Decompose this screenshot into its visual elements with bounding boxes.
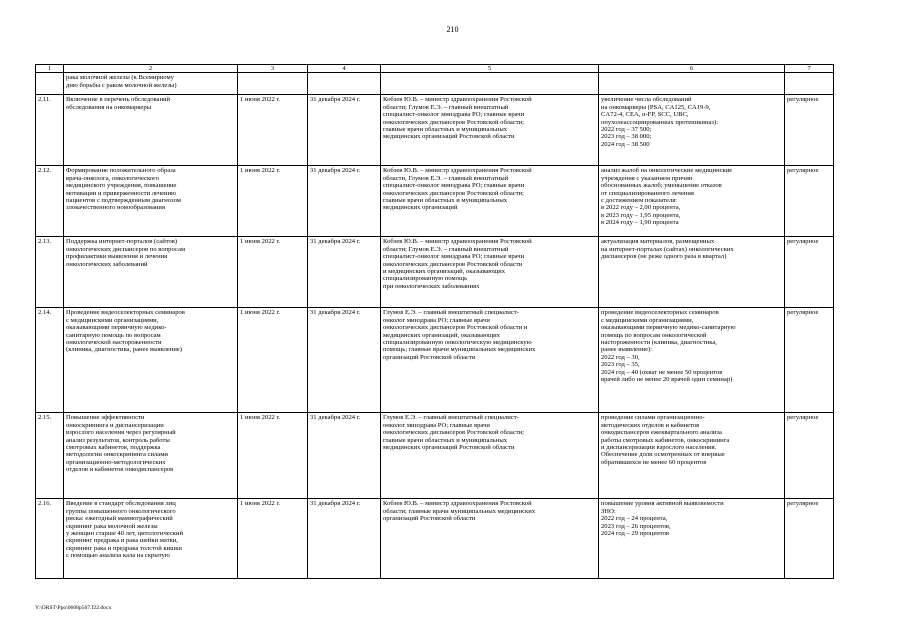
header-cell: 2 <box>64 65 238 73</box>
start-date: 1 июня 2022 г. <box>238 95 308 166</box>
responsible-persons-line: медицинских организаций Ростовской области <box>383 133 515 141</box>
responsible-persons <box>381 308 599 413</box>
responsible-persons <box>381 413 599 499</box>
expected-result-line: онкодиспансеров ежеквартального анализа <box>601 429 722 437</box>
task-description <box>64 237 238 308</box>
responsible-persons-line: онколог минздрава РО; главные врачи <box>383 316 490 324</box>
responsible-persons-line: специалист-онколог минздрава РО; главные врачи <box>383 182 525 190</box>
expected-result-line: оказывающими первичную медико-санитарную <box>601 324 736 332</box>
responsible-persons-line: области; Глумов Е.Э. – главный внештатный <box>383 245 509 253</box>
responsible-persons-line: медицинских организаций, оказывающих <box>383 331 500 339</box>
responsible-persons-line: специалист-онколог минздрава РО; главные врачи <box>383 111 525 119</box>
task-description <box>64 308 238 413</box>
periodicity <box>785 73 834 95</box>
end-date: 31 декабря 2024 г. <box>308 166 381 237</box>
task-description-line: смотровых кабинетов, поддержка <box>66 444 161 452</box>
header-cell: 4 <box>308 65 381 73</box>
expected-result-line: учреждения с указанием причин <box>601 174 693 182</box>
responsible-persons-line: главные врачи областных и муниципальных <box>383 436 508 444</box>
task-description <box>64 413 238 499</box>
task-description-line: Включение в перечень обследований <box>66 96 171 104</box>
responsible-persons-line: области; Глумов Е.Э. – главный внештатный <box>383 103 509 111</box>
responsible-persons-line: специалист-онколог минздрава РО; главные врачи <box>383 253 525 261</box>
expected-result-line: 2024 год – 40 (охват не менее 50 процентов <box>601 368 723 376</box>
task-description-line: злокачественного новообразования <box>66 204 165 212</box>
action-plan-table <box>35 64 834 579</box>
task-description-line: онкологической настороженности <box>66 339 162 347</box>
task-description-line: группы повышенного онкологического <box>66 507 176 515</box>
expected-result-line: врачей либо не менее 20 врачей один семинар) <box>601 376 733 384</box>
task-description-line: Повышение эффективности <box>66 414 145 422</box>
responsible-persons-line: онколог минздрава РО; главные врачи <box>383 421 490 429</box>
responsible-persons-line: Кобзев Ю.В. – министр здравоохранения Ростовской <box>383 167 532 175</box>
item-number: 2.14. <box>36 308 64 413</box>
expected-result-line: помощь по вопросам онкологической <box>601 331 707 339</box>
responsible-persons <box>381 95 599 166</box>
responsible-persons-line: онкологических диспансеров Ростовской области; <box>383 429 525 437</box>
task-description-line: риска: ежегодный маммографический <box>66 515 173 523</box>
page-number: 210 <box>446 25 459 34</box>
table-row <box>36 237 834 308</box>
header-cell: 3 <box>238 65 308 73</box>
task-description-line: пациентов с подтвержденным диагнозом <box>66 197 181 205</box>
expected-result <box>599 166 785 237</box>
item-number <box>36 73 64 95</box>
header-cell: 7 <box>785 65 834 73</box>
task-description <box>64 73 238 95</box>
task-description-line: дню борьбы с раком молочной железы) <box>66 81 177 89</box>
task-description <box>64 95 238 166</box>
responsible-persons-line: и медицинских организаций, оказывающих <box>383 268 506 276</box>
header-cell: 5 <box>381 65 599 73</box>
table-row <box>36 413 834 499</box>
task-description-line: отделов и кабинетов онкодиспансеров <box>66 466 174 474</box>
task-description-line: организационно-методологических <box>66 458 166 466</box>
task-description-line: онкоскрининга и диспансеризации <box>66 421 164 429</box>
item-number: 2.16. <box>36 499 64 579</box>
responsible-persons-line: помощь; главные врачи муниципальных медицинских <box>383 346 536 354</box>
periodicity: регулярное <box>785 237 834 308</box>
responsible-persons-line: онкологических диспансеров Ростовской области <box>383 260 523 268</box>
expected-result <box>599 308 785 413</box>
task-description-line: Поддержка интернет-порталов (сайтов) <box>66 238 178 246</box>
task-description-line: Проведение видеоселекторных семинаров <box>66 309 185 317</box>
responsible-persons-line: онкологических диспансеров Ростовской области; <box>383 118 525 126</box>
responsible-persons-line: организаций Ростовской области <box>383 515 476 523</box>
expected-result-line: 2022 год – 30, <box>601 353 640 361</box>
task-description-line: скрининг рака и предрака толстой кишки <box>66 544 182 552</box>
task-description-line: взрослого населения через регулярный <box>66 429 176 437</box>
responsible-persons-line: специализированную помощь <box>383 275 468 283</box>
responsible-persons-line: области; главные врачи муниципальных медицинских <box>383 507 536 515</box>
expected-result-line: Обеспечение доли осмотренных от впервые <box>601 451 725 459</box>
responsible-persons <box>381 166 599 237</box>
header-cell: 1 <box>36 65 64 73</box>
expected-result-line: 2024 год – 29 процентов <box>601 530 669 538</box>
table-row <box>36 73 834 95</box>
expected-result <box>599 413 785 499</box>
responsible-persons-line: Кобзев Ю.В. – министр здравоохранения Ростовской <box>383 500 532 508</box>
responsible-persons-line: Глумов Е.Э. – главный внештатный специалист- <box>383 309 519 317</box>
responsible-persons-line: организаций Ростовской области <box>383 353 476 361</box>
expected-result-line: повышение уровня активной выявляемости <box>601 500 724 508</box>
expected-result-line: методических отделов и кабинетов <box>601 421 700 429</box>
task-description-line: скрининг рака молочной железы <box>66 522 158 530</box>
expected-result-line: увеличение числа обследований <box>601 96 692 104</box>
header-row <box>36 65 834 73</box>
periodicity: регулярное <box>785 95 834 166</box>
periodicity: регулярное <box>785 413 834 499</box>
responsible-persons <box>381 499 599 579</box>
task-description-line: анализ результатов, контроль работы <box>66 436 170 444</box>
table-row <box>36 499 834 579</box>
expected-result-line: 2023 год – 35, <box>601 361 640 369</box>
start-date: 1 июня 2022 г. <box>238 166 308 237</box>
responsible-persons-line: медицинских организаций <box>383 204 458 212</box>
task-description <box>64 499 238 579</box>
expected-result-line: работы смотровых кабинетов, онкоскрининга <box>601 436 730 444</box>
end-date: 31 декабря 2024 г. <box>308 308 381 413</box>
expected-result-line: и диспансеризации взрослого населения. <box>601 444 717 452</box>
table-row <box>36 308 834 413</box>
responsible-persons-line: онкологических диспансеров Ростовской области; <box>383 189 525 197</box>
periodicity: регулярное <box>785 166 834 237</box>
responsible-persons-line: при онкологических заболеваниях <box>383 282 480 290</box>
expected-result-line: проведение видеоселекторных семинаров <box>601 309 719 317</box>
item-number: 2.11. <box>36 95 64 166</box>
expected-result-line: 2022 год – 24 процента, <box>601 515 668 523</box>
task-description-line: медицинского учреждения, повышение <box>66 182 177 190</box>
periodicity: регулярное <box>785 308 834 413</box>
task-description-line: Введение в стандарт обследования лиц <box>66 500 176 508</box>
start-date: 1 июня 2022 г. <box>238 499 308 579</box>
task-description-line: (клиника, диагностика, ранее выявление) <box>66 346 183 354</box>
start-date: 1 июня 2022 г. <box>238 308 308 413</box>
periodicity: регулярное <box>785 499 834 579</box>
responsible-persons-line: Глумов Е.Э. – главный внештатный специалист- <box>383 414 519 422</box>
expected-result-line: настороженности (клиника, диагностика, <box>601 339 717 347</box>
task-description-line: санитарную помощь по вопросам <box>66 331 161 339</box>
file-path-footer: Y:\ORST\Ppo\0608p507.f22.docx <box>35 605 112 611</box>
expected-result-line: от специализированного лечения <box>601 189 694 197</box>
task-description-line: скрининг предрака и рака шейки матки, <box>66 537 178 545</box>
task-description-line: у женщин старше 40 лет, цитологический <box>66 530 184 538</box>
responsible-persons-line: главные врачи областных и муниципальных <box>383 197 508 205</box>
expected-result-line: обоснованных жалоб; уменьшение отказов <box>601 182 722 190</box>
responsible-persons-line: области, Глумов Е.Э. – главный внештатный <box>383 174 509 182</box>
task-description-line: с помощью анализа кала на скрытую <box>66 552 170 560</box>
expected-result-line: диспансеров (не реже одного раза в квартал) <box>601 253 727 261</box>
expected-result-line: проведение силами организационно- <box>601 414 705 422</box>
expected-result <box>599 499 785 579</box>
expected-result-line: в 2024 году – 1,90 процента <box>601 219 679 227</box>
start-date <box>238 73 308 95</box>
item-number: 2.15. <box>36 413 64 499</box>
expected-result <box>599 95 785 166</box>
expected-result-line: ранее выявление): <box>601 346 653 354</box>
expected-result-line: 2024 год – 38 500 <box>601 140 650 148</box>
expected-result-line: с достижением показателя: <box>601 197 678 205</box>
expected-result-line: актуализация материалов, размещенных <box>601 238 715 246</box>
end-date: 31 декабря 2024 г. <box>308 413 381 499</box>
expected-result-line: анализ жалоб на онкологические медицинские <box>601 167 733 175</box>
expected-result <box>599 237 785 308</box>
responsible-persons-line: специализированную онкологическую медицинскую <box>383 339 532 347</box>
task-description-line: с медицинскими организациями, <box>66 316 159 324</box>
responsible-persons-line: онкологических диспансеров Ростовской области и <box>383 324 528 332</box>
expected-result-line: в 2022 году – 2,00 процента, <box>601 204 681 212</box>
responsible-persons-line: Кобзев Ю.В. – министр здравоохранения Ростовской <box>383 238 532 246</box>
expected-result-line: 2023 год – 38 000; <box>601 133 652 141</box>
end-date: 31 декабря 2024 г. <box>308 95 381 166</box>
expected-result-line: обратившихся не менее 60 процентов <box>601 458 707 466</box>
end-date: 31 декабря 2024 г. <box>308 499 381 579</box>
responsible-persons-line: Кобзев Ю.В. – министр здравоохранения Ростовской <box>383 96 532 104</box>
start-date: 1 июня 2022 г. <box>238 413 308 499</box>
task-description-line: онкологических заболеваний <box>66 260 148 268</box>
table-row <box>36 166 834 237</box>
expected-result-line: 2022 год – 37 500; <box>601 126 652 134</box>
expected-result <box>599 73 785 95</box>
table-row <box>36 95 834 166</box>
expected-result-line: на онкомаркеры (PSA, CA125, CA19-9, <box>601 103 711 111</box>
expected-result-line: ЗНО: <box>601 507 616 515</box>
task-description-line: Формирование положительного образа <box>66 167 176 175</box>
task-description-line: профилактики выявления и лечения <box>66 253 168 261</box>
task-description-line: методологии онкоскрининга силами <box>66 451 168 459</box>
task-description-line: обследования на онкомаркеры <box>66 103 152 111</box>
expected-result-line: опухолеассоциированных протеинкиназ): <box>601 118 719 126</box>
end-date: 31 декабря 2024 г. <box>308 237 381 308</box>
start-date: 1 июня 2022 г. <box>238 237 308 308</box>
responsible-persons-line: медицинских организаций Ростовской области <box>383 444 515 452</box>
task-description-line: рака молочной железы (к Всемирному <box>66 74 174 82</box>
expected-result-line: с медицинскими организациями, <box>601 316 694 324</box>
task-description-line: оказывающими первичную медико- <box>66 324 167 332</box>
expected-result-line: CA72-4, CEA, α-FP, SCC, UBC, <box>601 111 689 119</box>
expected-result-line: 2023 год – 26 процентов, <box>601 522 671 530</box>
responsible-persons <box>381 237 599 308</box>
task-description-line: мотивации и приверженности лечению <box>66 189 176 197</box>
expected-result-line: в 2023 году – 1,95 процента, <box>601 211 681 219</box>
responsible-persons-line: главные врачи областных и муниципальных <box>383 126 508 134</box>
item-number: 2.13. <box>36 237 64 308</box>
task-description-line: онкологических диспансеров по вопросам <box>66 245 186 253</box>
end-date <box>308 73 381 95</box>
task-description-line: врача-онколога, онкологического <box>66 174 159 182</box>
task-description <box>64 166 238 237</box>
item-number: 2.12. <box>36 166 64 237</box>
expected-result-line: на интернет-порталах (сайтах) онкологических <box>601 245 734 253</box>
responsible-persons <box>381 73 599 95</box>
header-cell: 6 <box>599 65 785 73</box>
